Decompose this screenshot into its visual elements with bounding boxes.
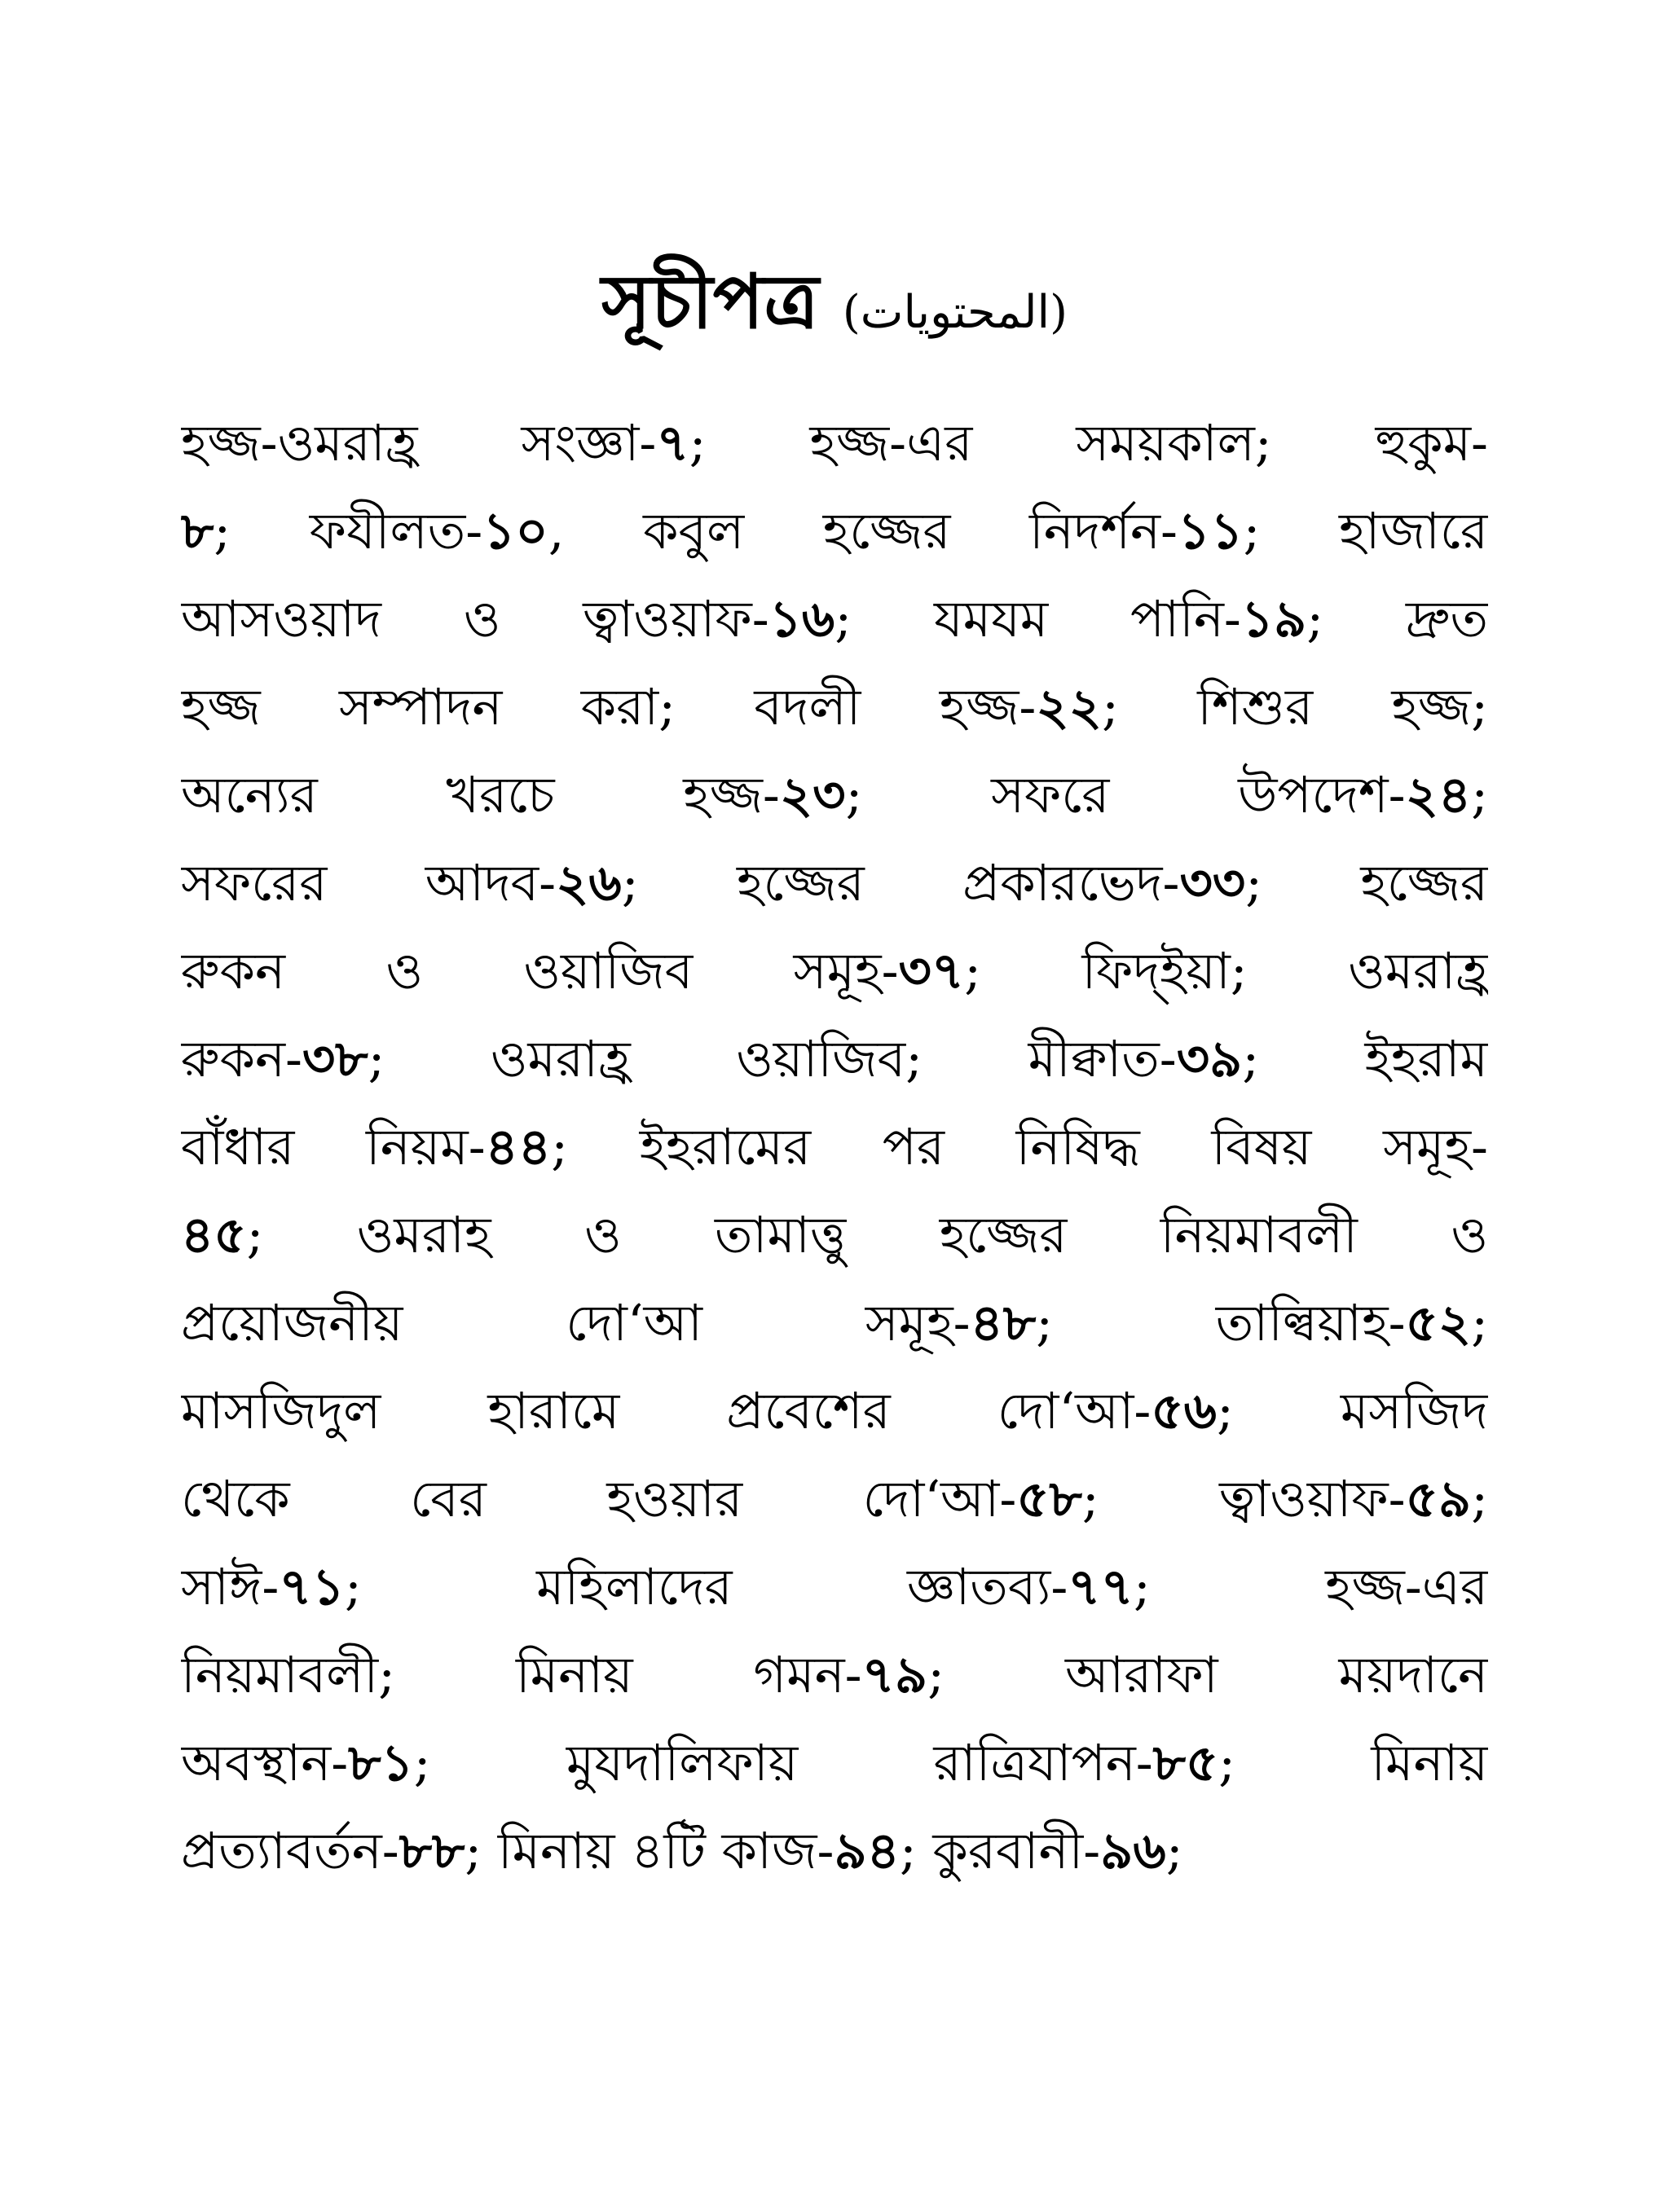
toc-text: , কবুল হজ্জের নিদর্শন-	[548, 501, 1178, 561]
page-number: ২২	[1036, 677, 1102, 737]
page-number: ১৬	[768, 589, 835, 649]
page-number: ৩৩	[1179, 853, 1246, 913]
toc-text: হজ্জ সম্পাদন করা; বদলী হজ্জ-	[181, 677, 1037, 737]
toc-text: ; ওমরাহ্র ওয়াজিব; মীক্বাত-	[368, 1029, 1177, 1088]
toc-text: আসওয়াদ ও ত্বাওয়াফ-	[181, 589, 769, 649]
page-number: ৭৭	[1068, 1557, 1134, 1616]
title-arabic: (المحتويات)	[842, 286, 1068, 339]
toc-text: ; মসজিদ	[1216, 1381, 1488, 1440]
page-number: ৮৫	[1152, 1733, 1219, 1792]
page-number: ৪৮	[970, 1293, 1037, 1352]
page-number: ৮	[181, 501, 214, 561]
page-number: ৩৮	[302, 1029, 368, 1088]
toc-text: সাঈ-	[181, 1557, 280, 1616]
page-number: ২৬	[556, 853, 622, 913]
page-number: ৪৪	[485, 1117, 552, 1176]
toc-text: ;	[1471, 1293, 1488, 1352]
page-number: ১০	[482, 501, 548, 561]
toc-text: ; যমযম পানি-	[834, 589, 1241, 649]
toc-text: প্রয়োজনীয় দো‘আ সমূহ-	[181, 1293, 971, 1352]
page-number: ১৯	[1240, 589, 1307, 649]
toc-text: ; ফযীলত-	[214, 501, 483, 561]
toc-text: রুকন-	[181, 1029, 302, 1088]
toc-text: ; দ্রুত	[1306, 589, 1488, 649]
toc-text: ; আরাফা ময়দানে	[927, 1645, 1488, 1704]
toc-text: ; শিশুর হজ্জ;	[1101, 677, 1488, 737]
page-number: ৫৬	[1151, 1381, 1217, 1440]
toc-line	[181, 1719, 1488, 1807]
toc-line	[181, 1807, 1488, 1895]
toc-line	[181, 575, 1488, 663]
toc-text: অন্যের খরচে হজ্জ-	[181, 765, 780, 825]
page-number: ৭১	[279, 1557, 345, 1616]
toc-line	[181, 927, 1488, 1015]
toc-text: ; ওমরাহ ও তামাত্তু হজ্জের নিয়মাবলী ও	[246, 1205, 1488, 1264]
page-number: ৭৯	[861, 1645, 928, 1704]
toc-text: রুকন ও ওয়াজিব সমূহ-	[181, 941, 899, 1000]
page-title	[0, 244, 1669, 380]
toc-text: ; ত্বাওয়াফ-	[1081, 1469, 1406, 1528]
page-number: ১১	[1178, 501, 1244, 561]
page-number: ৭	[656, 413, 689, 473]
page-number: ৫৯	[1405, 1469, 1472, 1528]
page-number: ৯৬	[1100, 1821, 1166, 1880]
page-number: ৫২	[1405, 1293, 1472, 1352]
toc-text: ; মুযদালিফায় রাত্রিযাপন-	[413, 1733, 1153, 1792]
page-number: ৮১	[348, 1733, 414, 1792]
page-number: ৩৯	[1176, 1029, 1243, 1088]
toc-text: ; তাল্বিয়াহ-	[1036, 1293, 1406, 1352]
toc-line	[181, 1543, 1488, 1631]
toc-text: ; হজ্জের	[1245, 853, 1488, 913]
toc-line	[181, 1191, 1488, 1279]
toc-text: হজ্জ-ওমরাহ্র সংজ্ঞা-	[181, 413, 657, 473]
toc-text: ; ইহরামের পর নিষিদ্ধ বিষয় সমূহ-	[551, 1117, 1488, 1176]
toc-text: ; ইহরাম	[1242, 1029, 1488, 1088]
toc-text: ; হজ্জ-এর সময়কাল; হুকুম-	[689, 413, 1488, 473]
toc-line	[181, 1455, 1488, 1543]
toc-line	[181, 1015, 1488, 1103]
table-of-contents	[181, 399, 1488, 1895]
toc-line	[181, 839, 1488, 927]
toc-line	[181, 1103, 1488, 1191]
toc-text: ;	[1471, 1469, 1488, 1528]
toc-text: সফরের আদব-	[181, 853, 557, 913]
toc-text: ; ফিদ্ইয়া; ওমরাহ্র	[964, 941, 1488, 1000]
toc-text: প্রত্যাবর্তন-	[181, 1821, 399, 1880]
toc-text: ; সফরে উপদেশ-	[845, 765, 1406, 825]
toc-text: ;	[1165, 1821, 1183, 1880]
toc-text: ; মিনায় ৪টি কাজ-	[465, 1821, 834, 1880]
title-bengali: সূচীপত্র	[601, 257, 819, 345]
toc-text: ; হজ্জের প্রকারভেদ-	[621, 853, 1180, 913]
toc-line	[181, 1631, 1488, 1719]
page-number: ২৪	[1405, 765, 1472, 825]
toc-text: মাসজিদুল হারামে প্রবেশের দো‘আ-	[181, 1381, 1152, 1440]
toc-text: ; হাজারে	[1243, 501, 1488, 561]
toc-text: নিয়মাবলী; মিনায় গমন-	[181, 1645, 862, 1704]
page-number: ২৩	[779, 765, 846, 825]
toc-line	[181, 399, 1488, 487]
toc-text: ; মিনায়	[1218, 1733, 1488, 1792]
toc-text: ;	[1471, 765, 1488, 825]
toc-line	[181, 1279, 1488, 1367]
toc-text: অবস্থান-	[181, 1733, 349, 1792]
toc-text: ; মহিলাদের জ্ঞাতব্য-	[344, 1557, 1068, 1616]
toc-text: ; কুরবানী-	[899, 1821, 1101, 1880]
toc-text: থেকে বের হওয়ার দো‘আ-	[181, 1469, 1017, 1528]
toc-line	[181, 663, 1488, 751]
toc-text: বাঁধার নিয়ম-	[181, 1117, 486, 1176]
toc-line	[181, 487, 1488, 575]
toc-text: ; হজ্জ-এর	[1133, 1557, 1488, 1616]
toc-line	[181, 1367, 1488, 1455]
page-number: ৪৫	[181, 1205, 247, 1264]
toc-line	[181, 751, 1488, 839]
page-number: ৩৭	[898, 941, 965, 1000]
page-number: ৯৪	[834, 1821, 900, 1880]
page-number: ৫৮	[1016, 1469, 1082, 1528]
page-number: ৮৮	[399, 1821, 465, 1880]
